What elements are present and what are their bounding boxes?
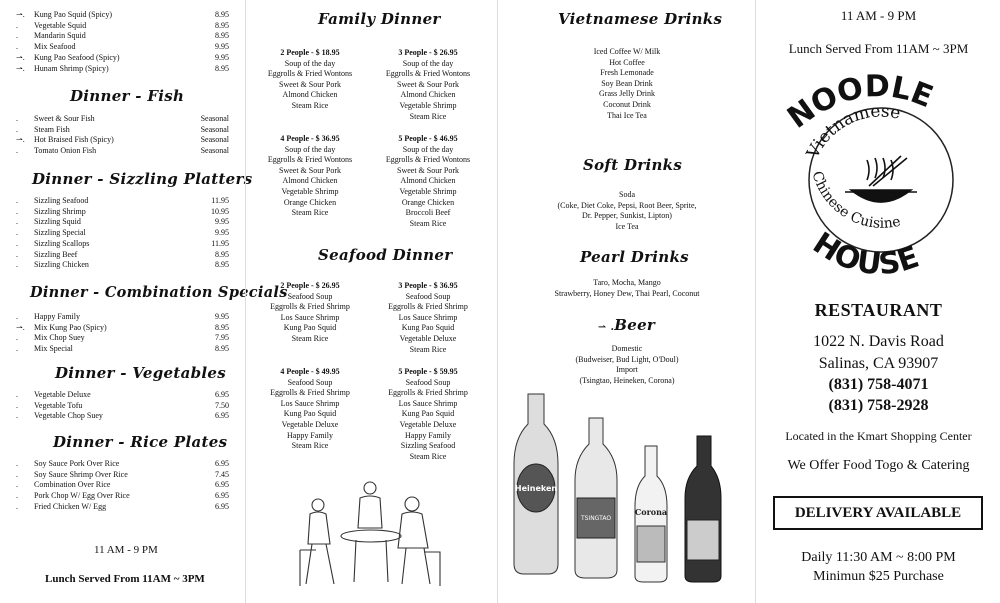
menu-item-price: 8.95 (215, 344, 229, 354)
family-dining-illustration (296, 470, 446, 590)
package-item: Steam Rice (291, 208, 329, 218)
bullet-marker: . (16, 124, 18, 134)
package-item: Almond Chicken (400, 90, 456, 100)
menu-item-price: Seasonal (200, 146, 229, 156)
menu-item-row (0, 63, 235, 74)
package-item: Vegetable Shrimp (281, 186, 339, 196)
bullet-marker: . (16, 480, 18, 490)
package-item: Steam Rice (291, 333, 329, 343)
menu-item-price: 8.95 (215, 249, 229, 259)
drink-item: Soy Bean Drink (601, 78, 653, 88)
package-item: Eggrolls & Fried Wontons (385, 69, 471, 79)
menu-item-name: Kung Pao Seafood (Spicy) (34, 52, 120, 62)
package-item: Eggrolls & Fried Wontons (385, 155, 471, 165)
menu-item-row (0, 389, 235, 400)
package-item: Soup of the day (284, 58, 336, 68)
drink-item: Dr. Pepper, Sunkist, Lipton) (582, 211, 672, 221)
bullet-marker: . (16, 344, 18, 354)
dinner-package (368, 48, 488, 122)
package-item: Seafood Soup (405, 291, 451, 301)
package-item: Vegetable Deluxe (399, 333, 457, 343)
package-item: Sweet & Sour Pork (397, 165, 459, 175)
menu-item-row (0, 9, 235, 20)
menu-item-price: 8.95 (215, 31, 229, 41)
bullet-marker: . (16, 333, 18, 343)
package-item: Eggrolls & Fried Shrimp (388, 388, 468, 398)
vegetables-heading: Dinner - Vegetables (55, 364, 226, 382)
bullet-marker: . (16, 501, 18, 511)
menu-item-price: 11.95 (211, 196, 229, 205)
package-item: Orange Chicken (283, 197, 337, 207)
menu-item-price: 6.95 (215, 390, 229, 399)
menu-item-price: 9.95 (215, 312, 229, 321)
menu-item-name: Sizzling Seafood (34, 196, 89, 205)
menu-panel-drinks (497, 0, 755, 603)
togo-catering-note: We Offer Food Togo & Catering (787, 458, 970, 473)
bullet-marker: . (16, 228, 18, 238)
bullet-marker: ⇀. (16, 52, 25, 62)
package-item: Eggrolls & Fried Shrimp (270, 302, 350, 312)
drink-item: Thai Ice Tea (607, 110, 647, 120)
menu-item-price: 7.45 (215, 469, 229, 479)
menu-item-name: Kung Pao Squid (Spicy) (34, 10, 112, 19)
menu-item-name: Pork Chop W/ Egg Over Rice (34, 491, 130, 501)
menu-item-name: Soy Sauce Pork Over Rice (34, 459, 120, 468)
menu-item-name: Soy Sauce Shrimp Over Rice (34, 469, 128, 479)
package-item: Seafood Soup (405, 377, 451, 387)
package-item: Steam Rice (291, 100, 329, 110)
package-item: Vegetable Deluxe (399, 419, 457, 429)
bullet-marker: . (16, 390, 18, 399)
drink-item: Import (616, 365, 638, 375)
drink-item: Ice Tea (615, 221, 639, 231)
package-item: Sweet & Sour Pork (397, 79, 459, 89)
logo-cuisine-text: Chinese Cuisine (808, 169, 903, 232)
bullet-marker: . (16, 260, 18, 270)
lunch-text: Lunch Served From 11AM ~ 3PM (45, 573, 205, 585)
menu-item-row (0, 458, 235, 469)
menu-item-price: 6.95 (215, 459, 229, 468)
menu-item-price: 8.95 (215, 10, 229, 19)
menu-item-name: Sizzling Beef (34, 249, 78, 259)
sizzling-heading: Dinner - Sizzling Platters (32, 170, 253, 188)
bullet-marker: . (16, 411, 18, 421)
dinner-package (368, 367, 488, 462)
drink-item: Fresh Lemonade (600, 68, 654, 78)
drink-item: Taro, Mocha, Mango (593, 278, 661, 287)
tsingtao-label: TSINGTAO (580, 515, 612, 522)
menu-panel-info (755, 0, 1000, 603)
package-item: Eggrolls & Fried Wontons (267, 69, 353, 79)
beer-bottles-illustration (513, 388, 728, 588)
package-item: Los Sauce Shrimp (280, 398, 340, 408)
menu-item-name: Hunam Shrimp (Spicy) (34, 63, 109, 73)
bullet-marker: ⇀. (16, 322, 25, 332)
menu-item-price: 8.95 (215, 260, 229, 270)
drink-item: Soda (619, 190, 635, 199)
menu-item-name: Fried Chicken W/ Egg (34, 501, 107, 511)
package-item: Los Sauce Shrimp (398, 398, 458, 408)
package-item: Los Sauce Shrimp (280, 312, 340, 322)
package-item: Los Sauce Shrimp (398, 312, 458, 322)
beer-list (498, 344, 756, 386)
package-title: 2 People - $ 18.95 (280, 48, 340, 57)
bullet-marker: . (16, 114, 18, 123)
menu-panel-dinner (0, 0, 288, 603)
seafood-dinner-heading: Seafood Dinner (318, 246, 453, 264)
package-item: Steam Rice (409, 111, 447, 121)
combination-heading: Dinner - Combination Specials (30, 284, 288, 301)
bullet-marker: . (16, 206, 18, 216)
dinner-package (368, 134, 488, 229)
package-item: Broccoli Beef (405, 208, 451, 218)
package-item: Happy Family (287, 430, 333, 440)
menu-item-row (0, 410, 235, 421)
menu-item-row (0, 206, 235, 217)
menu-item-name: Sizzling Scallops (34, 238, 90, 248)
bullet-marker: . (16, 20, 18, 30)
menu-item-price: 6.95 (215, 480, 229, 490)
heineken-label: Heineken (514, 484, 558, 493)
menu-item-row (0, 311, 235, 322)
soft-drinks-list (498, 190, 756, 232)
drink-item: (Budweiser, Bud Light, O'Doul) (575, 354, 679, 364)
package-item: Seafood Soup (287, 291, 333, 301)
corona-bottle (635, 446, 667, 582)
menu-item-name: Mix Seafood (34, 42, 76, 52)
daily-hours: Daily 11:30 AM ~ 8:00 PM (801, 550, 956, 565)
package-title: 4 People - $ 49.95 (280, 367, 340, 376)
drink-item: Grass Jelly Drink (599, 89, 655, 99)
package-item: Kung Pao Squid (401, 409, 455, 419)
bullet-marker: . (16, 491, 18, 501)
dinner-package (250, 134, 370, 219)
menu-item-name: Mix Special (34, 344, 73, 354)
bullet-marker: ⇀. (16, 10, 25, 19)
menu-item-row (0, 41, 235, 52)
menu-item-name: Vegetable Squid (34, 20, 87, 30)
bullet-marker: . (16, 400, 18, 410)
package-item: Sizzling Seafood (400, 441, 456, 451)
menu-item-name: Sizzling Shrimp (34, 206, 86, 216)
package-item: Sweet & Sour Pork (279, 165, 341, 175)
package-title: 4 People - $ 36.95 (280, 134, 340, 143)
soft-drinks-heading: Soft Drinks (583, 156, 683, 174)
package-item: Eggrolls & Fried Wontons (267, 155, 353, 165)
drink-item: Coconut Drink (603, 99, 651, 109)
menu-item-price: 10.95 (211, 206, 229, 216)
bullet-marker: . (16, 238, 18, 248)
package-item: Vegetable Shrimp (399, 186, 457, 196)
package-title: 5 People - $ 59.95 (398, 367, 458, 376)
phone-1: (831) 758-4071 (828, 376, 929, 393)
menu-item-row (0, 20, 235, 31)
menu-item-row (0, 134, 235, 145)
menu-item-row (0, 259, 235, 270)
noodle-house-logo (781, 60, 981, 290)
menu-item-row (0, 227, 235, 238)
package-item: Almond Chicken (282, 90, 338, 100)
menu-item-price: 9.95 (215, 52, 229, 62)
address-line2: Salinas, CA 93907 (818, 355, 939, 372)
menu-item-row (0, 501, 235, 512)
budweiser-bottle (685, 436, 721, 582)
drink-item: (Tsingtao, Heineken, Corona) (579, 375, 675, 385)
menu-item-price: 9.95 (215, 42, 229, 52)
dinner-package (250, 281, 370, 345)
fish-heading: Dinner - Fish (70, 87, 185, 105)
menu-item-name: Mandarin Squid (34, 31, 86, 41)
package-item: Kung Pao Squid (283, 323, 337, 333)
package-item: Seafood Soup (287, 377, 333, 387)
bullet-marker: ⇀. (16, 135, 25, 145)
package-item: Eggrolls & Fried Shrimp (388, 302, 468, 312)
drink-item: Domestic (611, 344, 643, 353)
heineken-bottle (514, 394, 558, 574)
menu-item-name: Sizzling Chicken (34, 260, 89, 270)
menu-item-row (0, 124, 235, 135)
bullet-marker: ⇀. (16, 63, 25, 73)
bullet-marker: . (16, 459, 18, 468)
menu-item-price: 8.95 (215, 322, 229, 332)
menu-item-price: 11.95 (211, 238, 229, 248)
drink-item: (Coke, Diet Coke, Pepsi, Root Beer, Sprite, (557, 200, 697, 210)
package-item: Sweet & Sour Pork (279, 79, 341, 89)
package-item: Almond Chicken (400, 176, 456, 186)
menu-item-price: Seasonal (200, 114, 229, 123)
menu-item-row (0, 145, 235, 156)
menu-item-name: Sizzling Special (34, 228, 86, 238)
bullet-marker: . (16, 469, 18, 479)
menu-item-row (0, 343, 235, 354)
menu-item-price: Seasonal (200, 135, 229, 145)
menu-item-name: Hot Braised Fish (Spicy) (34, 135, 114, 145)
package-item: Kung Pao Squid (401, 323, 455, 333)
bullet-marker: . (16, 312, 18, 321)
package-title: 3 People - $ 36.95 (398, 281, 458, 290)
menu-item-row (0, 469, 235, 480)
menu-item-row (0, 479, 235, 490)
address-line1: 1022 N. Davis Road (813, 333, 944, 350)
logo-house-text: HOUSE (806, 225, 924, 283)
vietnamese-drinks-heading: Vietnamese Drinks (558, 10, 723, 28)
corona-label: Corona (634, 507, 668, 517)
tsingtao-bottle (575, 418, 617, 578)
menu-item-price: 9.95 (215, 217, 229, 227)
rice-heading: Dinner - Rice Plates (53, 433, 228, 451)
bullet-marker: . (16, 217, 18, 227)
menu-panel-family (245, 0, 497, 603)
location-note: Located in the Kmart Shopping Center (785, 429, 972, 443)
menu-item-row (0, 238, 235, 249)
restaurant-title: RESTAURANT (814, 300, 943, 320)
package-item: Vegetable Shrimp (399, 100, 457, 110)
pearl-drinks-heading: Pearl Drinks (580, 248, 689, 266)
logo-vietnamese-text: Vietnamese (802, 101, 903, 162)
package-item: Almond Chicken (282, 176, 338, 186)
pearl-drinks-list (498, 278, 756, 299)
package-item: Soup of the day (402, 144, 454, 154)
package-title: 3 People - $ 26.95 (398, 48, 458, 57)
noodle-bowl-icon (845, 156, 917, 202)
menu-item-name: Tomato Onion Fish (34, 146, 97, 156)
menu-item-row (0, 322, 235, 333)
drink-item: Strawberry, Honey Dew, Thai Pearl, Coconut (554, 288, 700, 298)
package-item: Steam Rice (291, 441, 329, 451)
logo-noodle-text: NOODLE (781, 69, 938, 136)
menu-item-row (0, 30, 235, 41)
menu-item-name: Sizzling Squid (34, 217, 81, 227)
bullet-marker: . (16, 31, 18, 41)
menu-item-name: Sweet & Sour Fish (34, 114, 95, 123)
package-title: 5 People - $ 46.95 (398, 134, 458, 143)
menu-item-name: Vegetable Deluxe (34, 390, 91, 399)
menu-item-name: Mix Kung Pao (Spicy) (34, 322, 107, 332)
delivery-badge: DELIVERY AVAILABLE (773, 496, 983, 530)
package-item: Steam Rice (409, 451, 447, 461)
menu-item-name: Vegetable Tofu (34, 400, 83, 410)
package-item: Soup of the day (402, 58, 454, 68)
lunch-text: Lunch Served From 11AM ~ 3PM (788, 41, 969, 56)
menu-item-price: 6.95 (215, 411, 229, 421)
menu-item-row (0, 400, 235, 411)
drink-item: Hot Coffee (609, 57, 645, 67)
menu-item-price: 7.95 (215, 333, 229, 343)
bullet-marker: . (16, 249, 18, 259)
hours-text: 11 AM - 9 PM (840, 8, 917, 23)
menu-item-name: Mix Chop Suey (34, 333, 85, 343)
menu-item-row (0, 332, 235, 343)
family-dinner-heading: Family Dinner (318, 10, 441, 28)
menu-item-price: 6.95 (215, 501, 229, 511)
dinner-package (368, 281, 488, 355)
drink-item: Iced Coffee W/ Milk (593, 47, 661, 56)
package-item: Vegetable Deluxe (281, 419, 339, 429)
bullet-marker: . (16, 196, 18, 205)
menu-item-name: Vegetable Chop Suey (34, 411, 103, 421)
menu-item-name: Happy Family (34, 312, 80, 321)
menu-item-row (0, 52, 235, 63)
menu-item-row (0, 490, 235, 501)
phone-2: (831) 758-2928 (828, 397, 929, 414)
menu-item-row (0, 195, 235, 206)
minimum-purchase: Minimun $25 Purchase (813, 569, 944, 584)
bullet-marker: . (16, 146, 18, 156)
menu-item-row (0, 113, 235, 124)
package-title: 2 People - $ 26.95 (280, 281, 340, 290)
dinner-package (250, 367, 370, 452)
package-item: Soup of the day (284, 144, 336, 154)
menu-item-name: Steam Fish (34, 124, 70, 134)
bullet-marker: . (16, 42, 18, 52)
package-item: Kung Pao Squid (283, 409, 337, 419)
menu-item-price: 6.95 (215, 491, 229, 501)
package-item: Steam Rice (409, 218, 447, 228)
menu-item-price: 9.95 (215, 228, 229, 238)
dinner-package (250, 48, 370, 112)
package-item: Steam Rice (409, 344, 447, 354)
menu-item-row (0, 249, 235, 260)
beer-heading: ⇀ .Beer (598, 316, 656, 334)
menu-item-name: Combination Over Rice (34, 480, 111, 490)
package-item: Orange Chicken (401, 197, 455, 207)
hours-text: 11 AM - 9 PM (94, 544, 158, 556)
menu-item-price: 8.95 (215, 63, 229, 73)
menu-item-price: 8.95 (215, 20, 229, 30)
menu-item-price: Seasonal (200, 124, 229, 134)
menu-item-row (0, 216, 235, 227)
vietnamese-drinks-list (498, 47, 756, 121)
package-item: Eggrolls & Fried Shrimp (270, 388, 350, 398)
package-item: Happy Family (405, 430, 451, 440)
menu-item-price: 7.50 (215, 400, 229, 410)
